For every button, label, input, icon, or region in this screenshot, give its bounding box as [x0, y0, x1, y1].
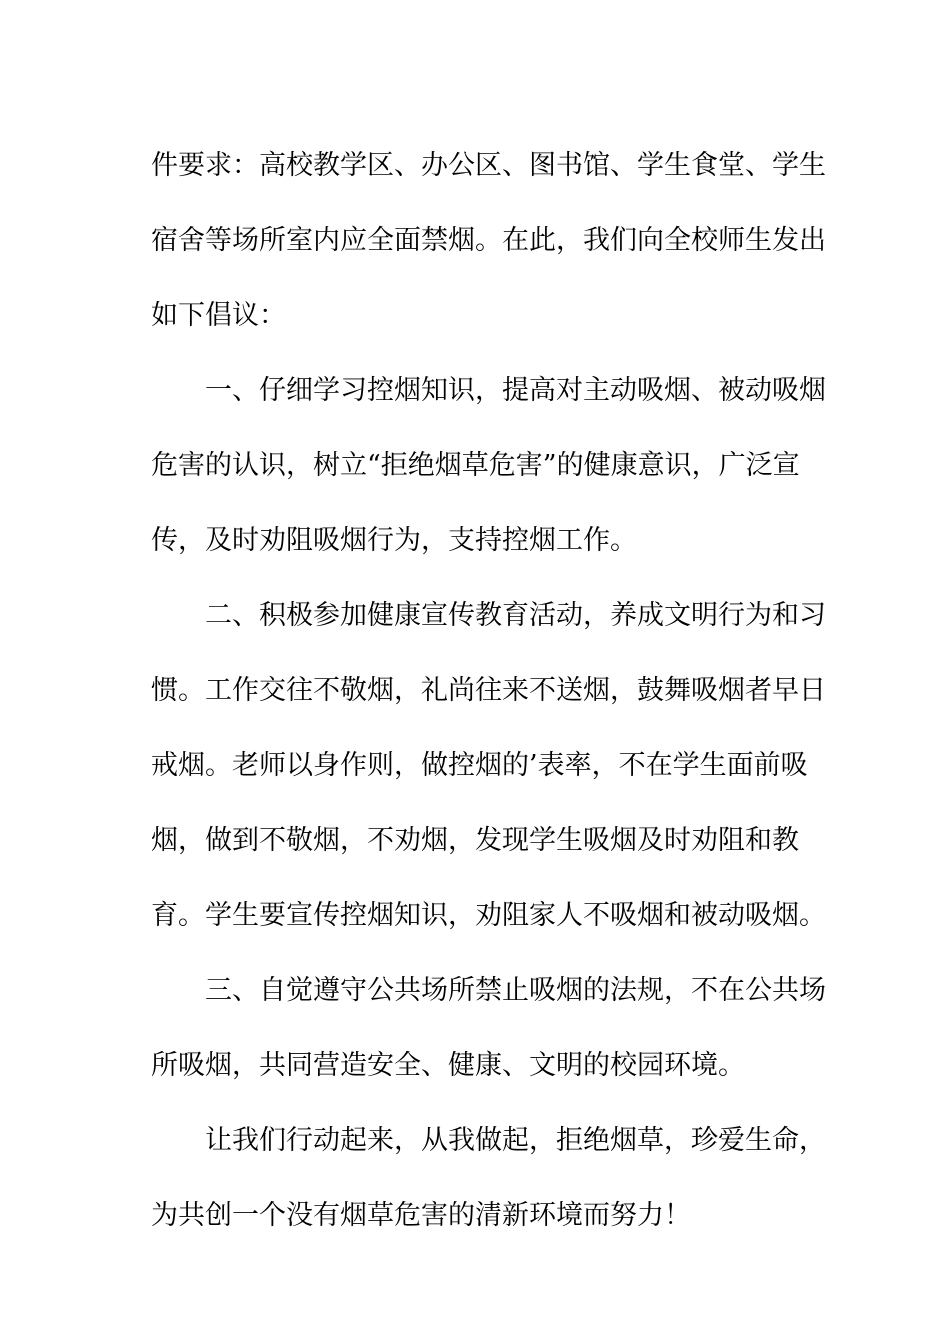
closing-paragraph-start: 让我们行动起来，从我做起，拒绝烟草，珍爱生命， [205, 1125, 826, 1156]
text-line: 如下倡议： [151, 300, 286, 331]
text-line: 惯。工作交往不敬烟，礼尚往来不送烟，鼓舞吸烟者早日 [151, 675, 826, 706]
document-body [151, 128, 826, 1253]
text-line: 戒烟。老师以身作则，做控烟的’表率，不在学生面前吸 [151, 750, 808, 781]
text-line: 件要求：高校教学区、办公区、图书馆、学生食堂、学生 [151, 150, 826, 181]
text-line: 育。学生要宣传控烟知识，劝阻家人不吸烟和被动吸烟。 [151, 900, 826, 931]
paragraph-one-start: 一、仔细学习控烟知识，提高对主动吸烟、被动吸烟 [205, 375, 826, 406]
text-line: 所吸烟，共同营造安全、健康、文明的校园环境。 [151, 1050, 745, 1081]
text-line: 宿舍等场所室内应全面禁烟。在此，我们向全校师生发出 [151, 225, 826, 256]
text-line: 烟，做到不敬烟，不劝烟，发现学生吸烟及时劝阻和教 [151, 825, 799, 856]
paragraph-two-start: 二、积极参加健康宣传教育活动，养成文明行为和习 [205, 600, 826, 631]
paragraph-three-start: 三、自觉遵守公共场所禁止吸烟的法规，不在公共场 [205, 975, 826, 1006]
text-line: 传，及时劝阻吸烟行为，支持控烟工作。 [151, 525, 637, 556]
text-line: 危害的认识，树立“拒绝烟草危害”的健康意识，广泛宣 [151, 450, 800, 481]
text-line: 为共创一个没有烟草危害的清新环境而努力！ [151, 1200, 691, 1231]
